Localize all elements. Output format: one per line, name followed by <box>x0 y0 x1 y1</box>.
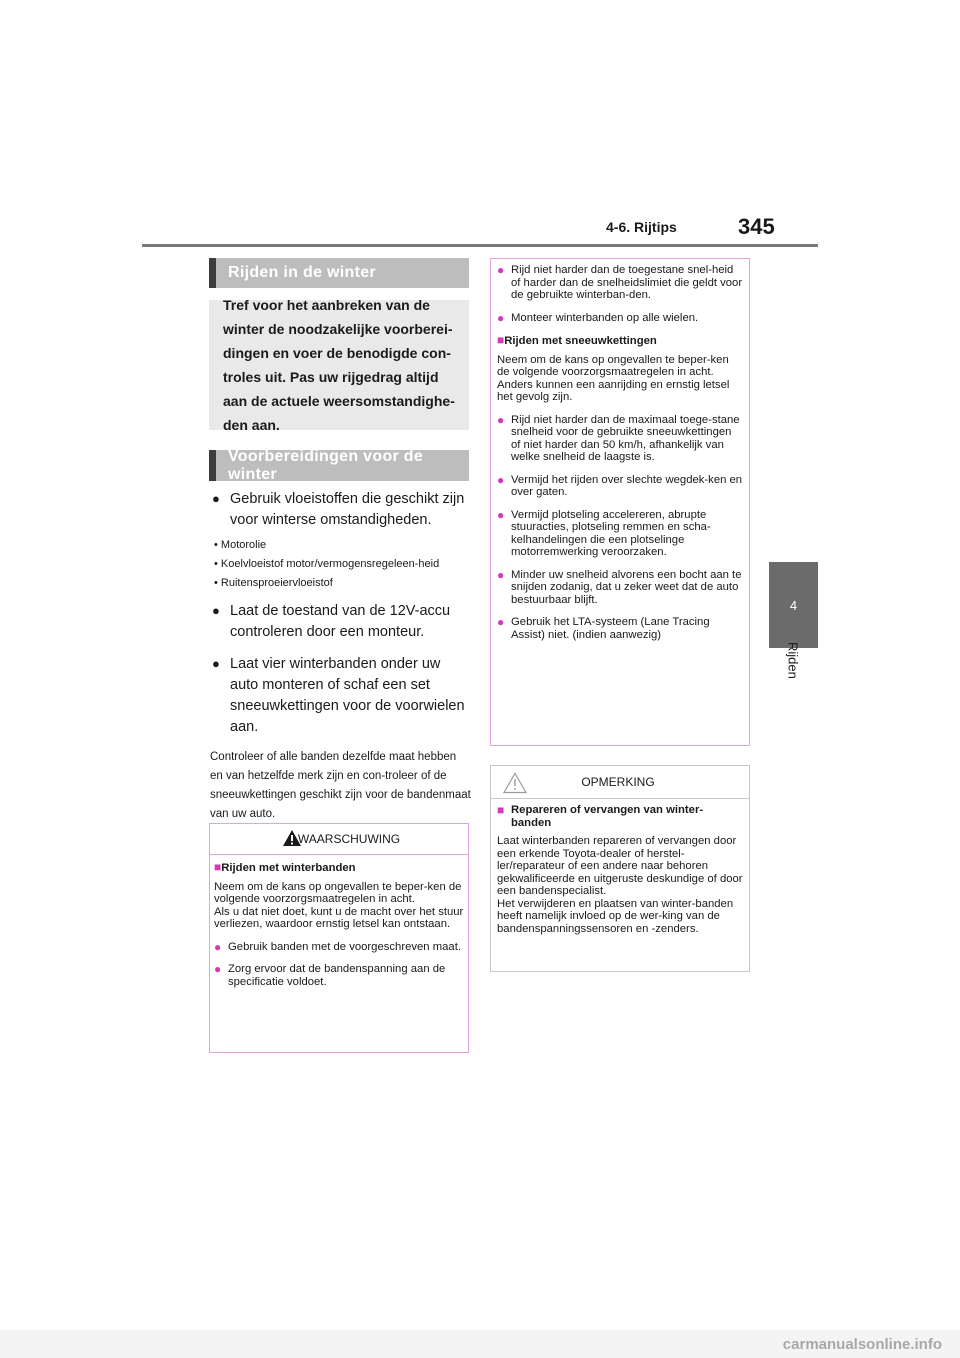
warning-lead2: Als u dat niet doet, kunt u de macht over het stuur verliezen, waardoor ernstig letsel kan ontstaan. <box>214 905 464 930</box>
list-item: • Motorolie <box>214 539 267 551</box>
chapter-tab: 4 <box>769 562 818 648</box>
note-lead2: Het verwijderen en plaatsen van winter-banden heeft namelijk invloed op de wer-king van de bandenspanningssensoren en -zenders. <box>497 897 734 935</box>
heading-winter-driving: Rijden in de winter <box>209 258 469 288</box>
snowchain-section-title: ■Rijden met sneeuwkettingen <box>497 333 657 347</box>
list-item: ● Gebruik het LTA-systeem (Lane Tracing Assist) niet. (indien aanwezig) <box>497 615 710 641</box>
warning-header: WAARSCHUWING <box>210 824 468 855</box>
paragraph: Controleer of alle banden dezelfde maat hebben en van hetzelfde merk zijn en con-troleer of de sneeuwkettingen geschikt zijn voor de bandenmaat van uw auto. <box>210 751 471 820</box>
page-number: 345 <box>738 214 775 239</box>
prep-list <box>210 488 472 824</box>
note-box <box>490 765 750 972</box>
list-item: ● Rijd niet harder dan de maximaal toege-stane snelheid voor de gebruikte sneeuwkettingen of niet harder dan 50 km/h, afhankelijk van welke snelheid de laagste is. <box>497 412 740 463</box>
header-rule <box>142 244 818 247</box>
note-header: OPMERKING <box>491 766 749 799</box>
note-section-title: ■ Repareren of vervangen van winter-banden <box>497 803 704 829</box>
list-item: ● Minder uw snelheid alvorens een bocht aan te snijden zodanig, dat u zeker weet dat de auto bestuurbaar blijft. <box>497 567 742 606</box>
list-item: ● Gebruik vloeistoffen die geschikt zijn voor winterse omstandigheden. <box>212 491 465 528</box>
warning-box <box>209 823 469 1053</box>
section-title: 4-6. Rijtips <box>606 219 677 235</box>
list-item: ● Laat de toestand van de 12V-accu controleren door een monteur. <box>212 603 451 640</box>
list-item: • Koelvloeistof motor/vermogensregeleen-heid <box>214 558 440 570</box>
warning-section-title: ■Rijden met winterbanden <box>214 860 356 874</box>
snowchain-lead: Neem om de kans op ongevallen te beper-ken de volgende voorzorgsmaatregelen in acht. <box>497 353 729 378</box>
list-item: ● Zorg ervoor dat de bandenspanning aan de specificatie voldoet. <box>214 962 446 988</box>
watermark-text: carmanualsonline.info <box>782 1336 942 1353</box>
chapter-label: Rijden <box>785 641 801 679</box>
warning-continued-box <box>490 258 750 746</box>
intro-text: Tref voor het aanbreken van de winter de noodzakelijke voorberei-dingen en voer de benodigde con-troles uit. Pas uw rijgedrag altijd aan de actuele weersomstandighe-den aan. <box>209 300 469 430</box>
snowchain-lead2: Anders kunnen een aanrijding en ernstig letsel het gevolg zijn. <box>497 378 730 403</box>
caution-outline-icon <box>503 772 527 797</box>
warning-lead: Neem om de kans op ongevallen te beper-ken de volgende voorzorgsmaatregelen in acht. <box>214 880 462 905</box>
list-item: ● Vermijd het rijden over slechte wegdek-ken en over gaten. <box>497 472 743 498</box>
list-item: ● Rijd niet harder dan de toegestane snel-heid of harder dan de snelheidslimiet die geldt voor de gebruikte winterban-den. <box>497 263 743 301</box>
note-lead: Laat winterbanden repareren of vervangen door een erkende Toyota-dealer of herstel-ler/reparateur of een andere naar behoren gekwalificeerde en uitgeruste deskundige of door een bandenspecialist. <box>497 835 743 897</box>
list-item: ● Vermijd plotseling accelereren, abrupte stuuracties, plotseling remmen en scha-kelhandelingen die een plotselinge motorremwerking veroorzaken. <box>497 507 711 558</box>
warning-icon <box>282 829 302 850</box>
list-item: • Ruitensproeiervloeistof <box>214 577 333 589</box>
list-item: ● Gebruik banden met de voorgeschreven maat. <box>214 939 461 954</box>
list-item: ● Monteer winterbanden op alle wielen. <box>497 310 699 325</box>
list-item: ● Laat vier winterbanden onder uw auto monteren of schaf een set sneeuwkettingen voor de voorwielen aan. <box>212 656 465 735</box>
heading-winter-prep: Voorbereidingen voor de winter <box>209 450 469 481</box>
